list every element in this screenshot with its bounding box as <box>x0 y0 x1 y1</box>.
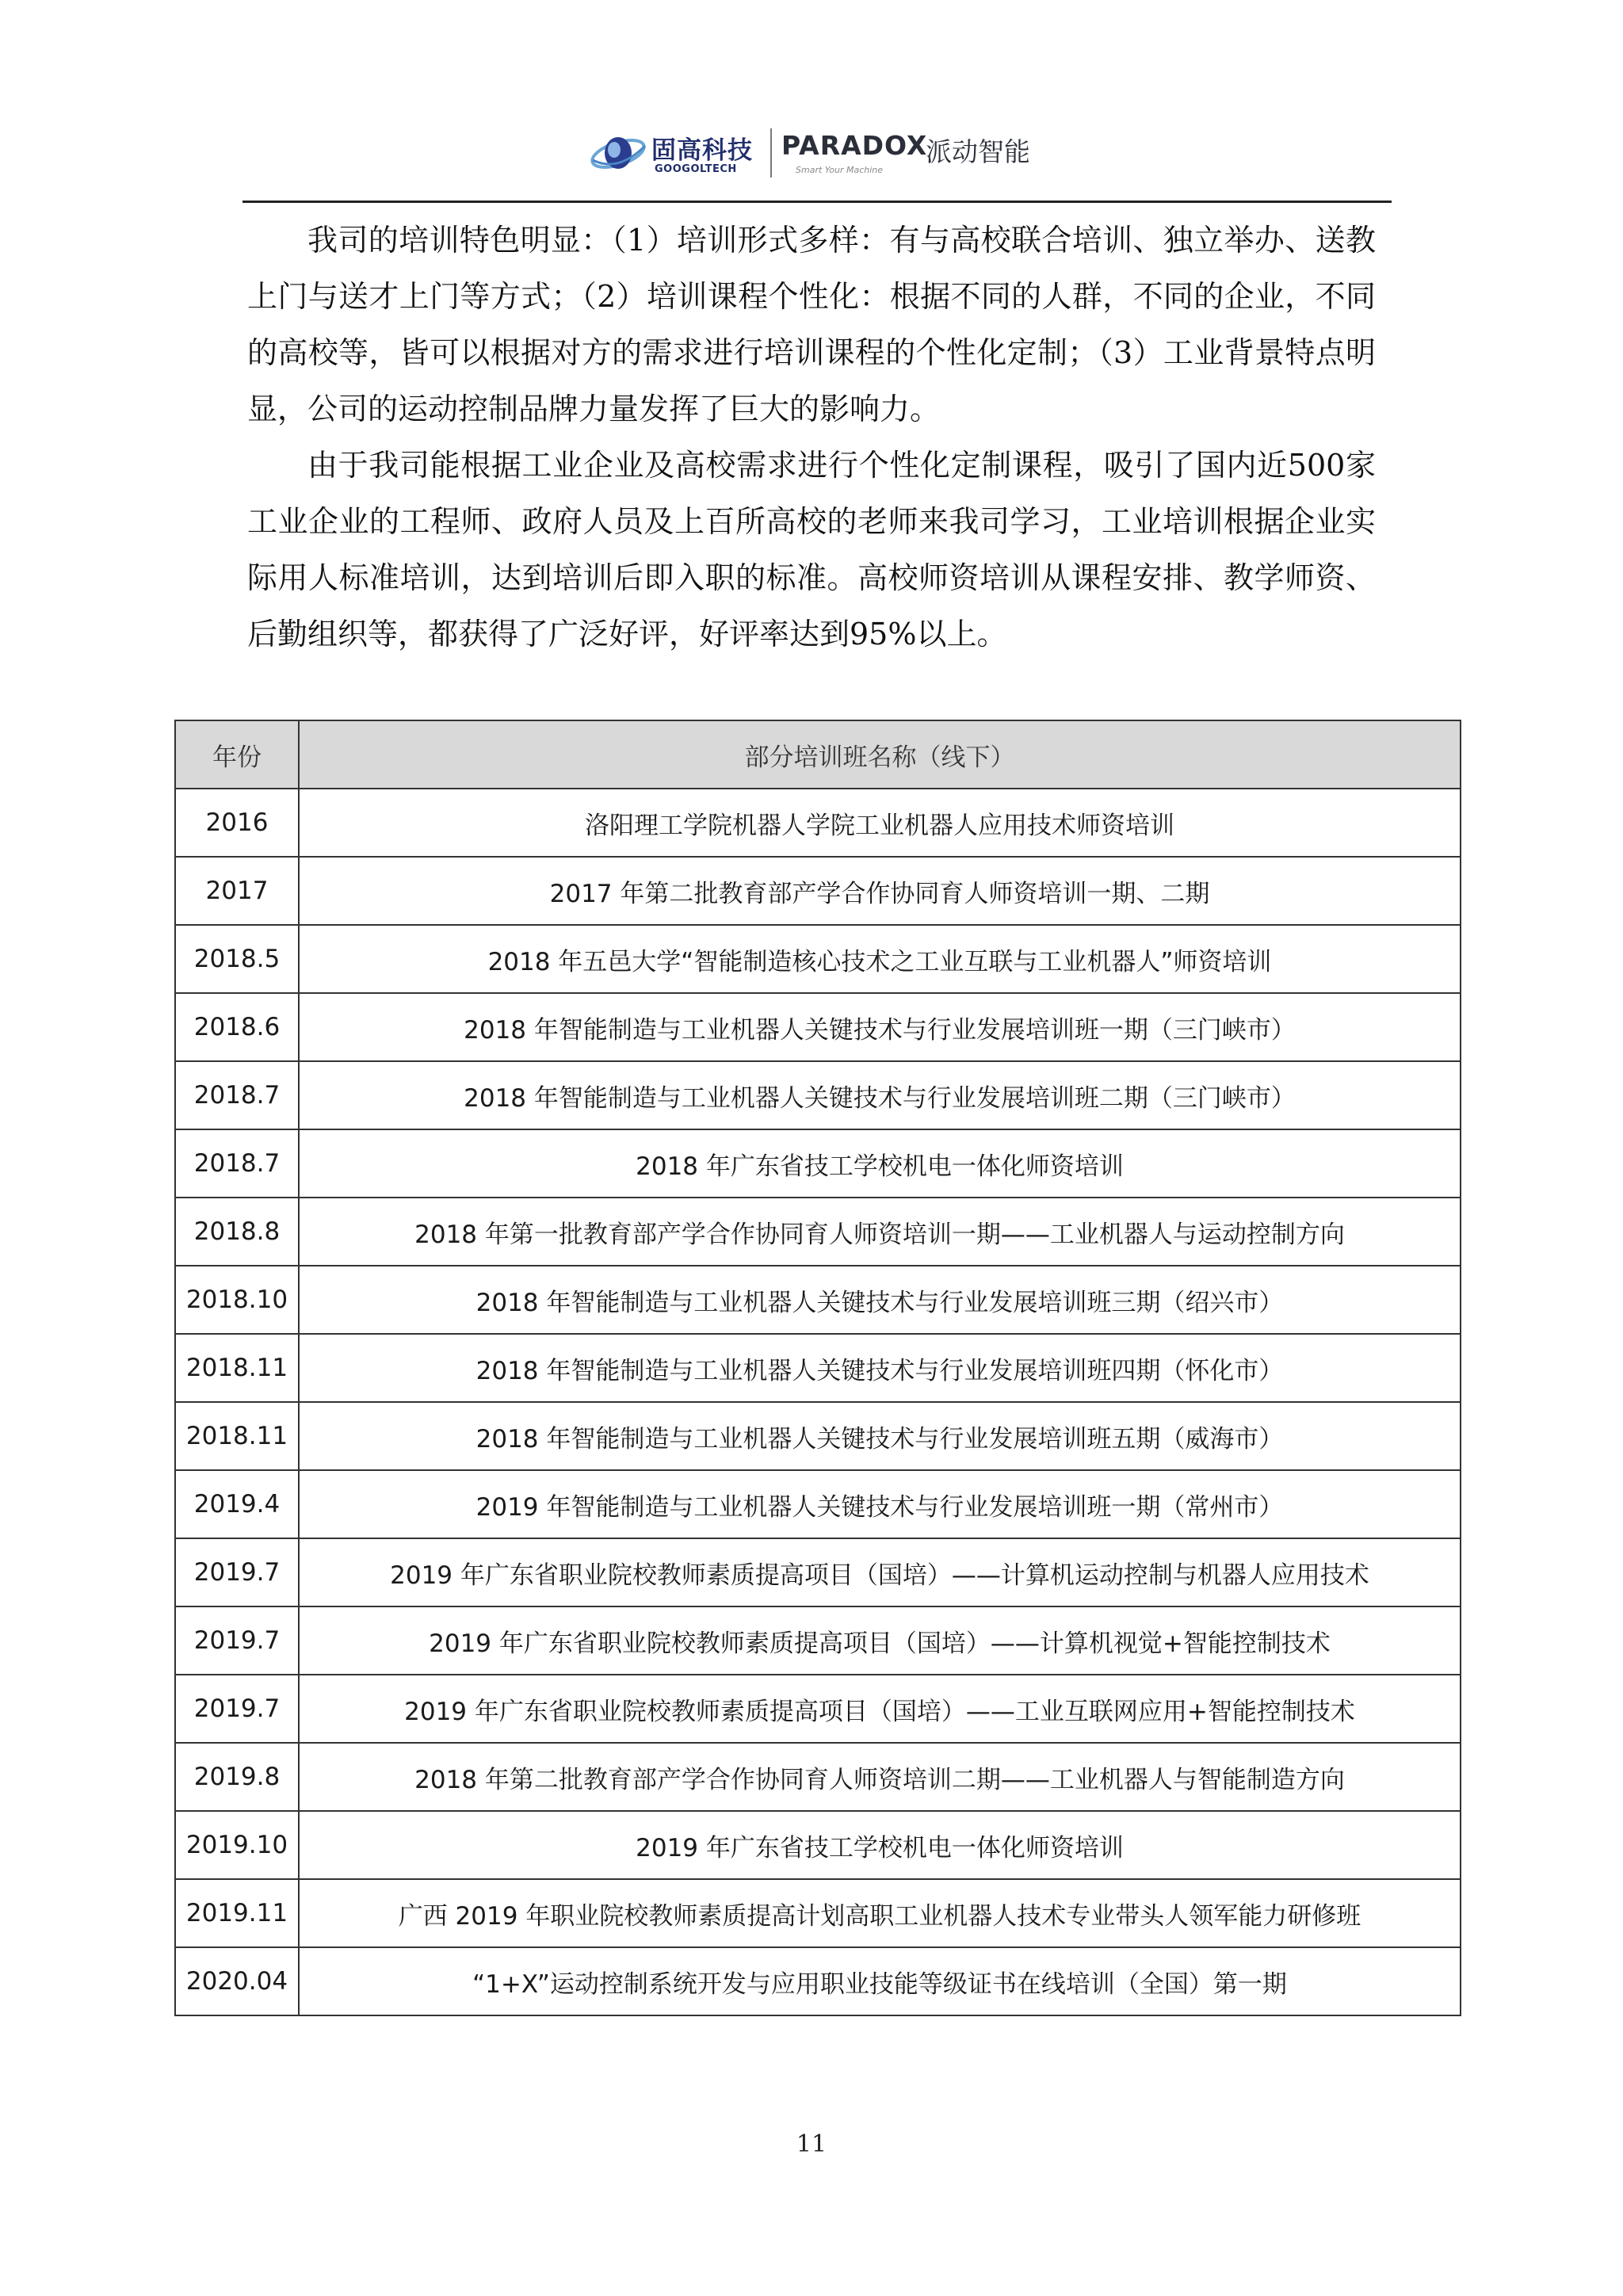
table-body <box>175 789 1461 2015</box>
cell-year: 2019.7 <box>175 1675 299 1743</box>
cell-year: 2019.11 <box>175 1879 299 1947</box>
brand-googoltech-cn: 固高科技 <box>651 136 753 165</box>
table-row <box>175 1879 1461 1947</box>
cell-course-name: “1+X”运动控制系统开发与应用职业技能等级证书在线培训（全国）第一期 <box>299 1947 1461 2015</box>
page-header <box>588 125 1048 189</box>
cell-year: 2019.4 <box>175 1470 299 1538</box>
cell-year: 2019.10 <box>175 1811 299 1879</box>
table-row <box>175 1811 1461 1879</box>
table-row <box>175 1198 1461 1266</box>
table-row <box>175 925 1461 993</box>
cell-course-name: 2018 年智能制造与工业机器人关键技术与行业发展培训班一期（三门峡市） <box>299 993 1461 1061</box>
table-row <box>175 993 1461 1061</box>
header-rule <box>242 201 1392 203</box>
googoltech-logo-icon <box>588 130 648 176</box>
paragraph-training-features: 我司的培训特色明显：（1）培训形式多样：有与高校联合培训、独立举办、送教上门与送才上门等方式；（2）培训课程个性化：根据不同的人群，不同的企业，不同的高校等，皆可以根据对方的需求进行培训课程的个性化定制；（3）工业背景特点明显，公司的运动控制品牌力量发挥了巨大的影响力。 <box>247 223 1376 426</box>
page-number: 11 <box>796 2130 827 2158</box>
cell-year: 2018.11 <box>175 1334 299 1402</box>
brand-googoltech-en: GOOGOLTECH <box>655 163 737 175</box>
table-row <box>175 1061 1461 1129</box>
table-row <box>175 857 1461 925</box>
body-text <box>247 212 1376 663</box>
cell-course-name: 2019 年广东省职业院校教师素质提高项目（国培）——计算机运动控制与机器人应用技术 <box>299 1538 1461 1606</box>
cell-course-name: 2018 年智能制造与工业机器人关键技术与行业发展培训班三期（绍兴市） <box>299 1266 1461 1334</box>
table-row <box>175 1129 1461 1198</box>
training-table-container <box>174 720 1460 2016</box>
cell-course-name: 2018 年智能制造与工业机器人关键技术与行业发展培训班四期（怀化市） <box>299 1334 1461 1402</box>
cell-year: 2018.6 <box>175 993 299 1061</box>
table-row <box>175 1675 1461 1743</box>
brand-paradox-en: PARADOX <box>781 130 928 161</box>
cell-course-name: 广西 2019 年职业院校教师素质提高计划高职工业机器人技术专业带头人领军能力研修班 <box>299 1879 1461 1947</box>
table-row <box>175 1402 1461 1470</box>
cell-year: 2016 <box>175 789 299 857</box>
brand-paradox-slogan: Smart Your Machine <box>796 165 884 175</box>
table-header-row <box>175 720 1461 789</box>
cell-course-name: 洛阳理工学院机器人学院工业机器人应用技术师资培训 <box>299 789 1461 857</box>
cell-course-name: 2017 年第二批教育部产学合作协同育人师资培训一期、二期 <box>299 857 1461 925</box>
cell-course-name: 2019 年智能制造与工业机器人关键技术与行业发展培训班一期（常州市） <box>299 1470 1461 1538</box>
cell-year: 2018.8 <box>175 1198 299 1266</box>
cell-year: 2019.7 <box>175 1538 299 1606</box>
cell-year: 2018.5 <box>175 925 299 993</box>
cell-year: 2018.10 <box>175 1266 299 1334</box>
table-row <box>175 1606 1461 1675</box>
table-row <box>175 789 1461 857</box>
cell-year: 2017 <box>175 857 299 925</box>
cell-year: 2018.7 <box>175 1129 299 1198</box>
cell-year: 2020.04 <box>175 1947 299 2015</box>
cell-course-name: 2018 年第一批教育部产学合作协同育人师资培训一期——工业机器人与运动控制方向 <box>299 1198 1461 1266</box>
column-header-course-name: 部分培训班名称（线下） <box>299 720 1461 789</box>
table-row <box>175 1947 1461 2015</box>
training-table <box>174 720 1461 2016</box>
cell-year: 2018.7 <box>175 1061 299 1129</box>
table-row <box>175 1266 1461 1334</box>
cell-course-name: 2019 年广东省技工学校机电一体化师资培训 <box>299 1811 1461 1879</box>
table-row <box>175 1743 1461 1811</box>
cell-course-name: 2018 年智能制造与工业机器人关键技术与行业发展培训班二期（三门峡市） <box>299 1061 1461 1129</box>
cell-course-name: 2019 年广东省职业院校教师素质提高项目（国培）——工业互联网应用+智能控制技术 <box>299 1675 1461 1743</box>
table-row <box>175 1334 1461 1402</box>
cell-year: 2019.7 <box>175 1606 299 1675</box>
brand-paradox-cn: 派动智能 <box>926 136 1030 167</box>
table-row <box>175 1470 1461 1538</box>
cell-course-name: 2018 年第二批教育部产学合作协同育人师资培训二期——工业机器人与智能制造方向 <box>299 1743 1461 1811</box>
cell-year: 2018.11 <box>175 1402 299 1470</box>
column-header-year: 年份 <box>175 720 299 789</box>
cell-course-name: 2018 年智能制造与工业机器人关键技术与行业发展培训班五期（威海市） <box>299 1402 1461 1470</box>
cell-year: 2019.8 <box>175 1743 299 1811</box>
cell-course-name: 2018 年广东省技工学校机电一体化师资培训 <box>299 1129 1461 1198</box>
brand-divider <box>770 128 772 178</box>
table-row <box>175 1538 1461 1606</box>
cell-course-name: 2019 年广东省职业院校教师素质提高项目（国培）——计算机视觉+智能控制技术 <box>299 1606 1461 1675</box>
cell-course-name: 2018 年五邑大学“智能制造核心技术之工业互联与工业机器人”师资培训 <box>299 925 1461 993</box>
paragraph-training-results: 由于我司能根据工业企业及高校需求进行个性化定制课程，吸引了国内近500家工业企业的工程师、政府人员及上百所高校的老师来我司学习，工业培训根据企业实际用人标准培训，达到培训后即入职的标准。高校师资培训从课程安排、教学师资、后勤组织等，都获得了广泛好评，好评率达到95%以上。 <box>247 448 1376 651</box>
